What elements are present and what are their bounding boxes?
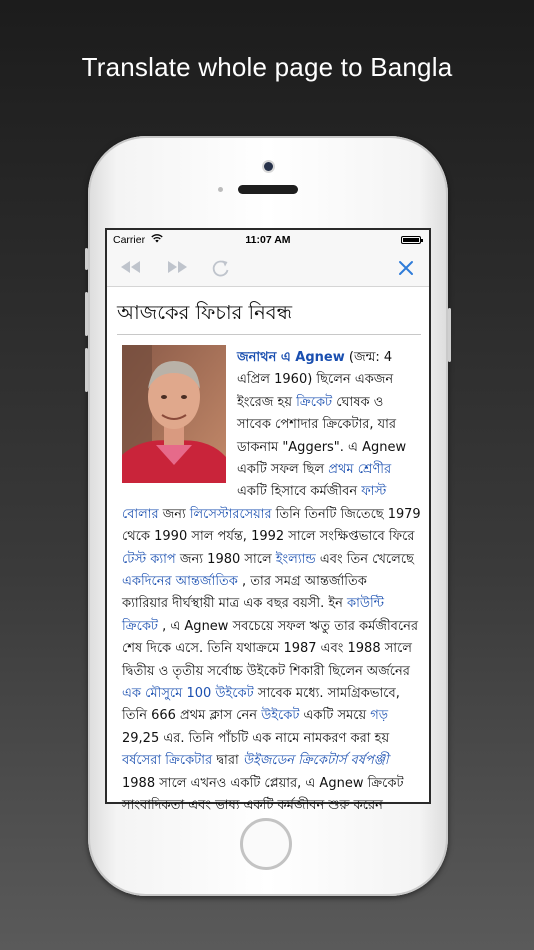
home-button[interactable] xyxy=(240,818,292,870)
article-link[interactable]: কাউন্টি xyxy=(346,596,384,612)
article-text: থেকে 1990 সাল পর্যন্ত, 1992 সালে সংক্ষিপ্তভাবে ফিরে xyxy=(122,529,415,545)
article-line xyxy=(237,437,406,459)
article-text: একটি হিসাবে কর্মজীবন xyxy=(237,484,362,500)
article-line xyxy=(122,526,414,548)
article-link[interactable]: জনাথন এ Agnew xyxy=(237,350,345,365)
article-line xyxy=(237,347,392,369)
article-text: এবং তিন খেলেছে xyxy=(315,551,414,567)
article-text: 1988 সালে এখনও একটি প্লেয়ার, এ Agnew ক্রিকেট xyxy=(122,775,404,791)
earpiece-speaker xyxy=(238,185,298,194)
rewind-icon[interactable] xyxy=(119,258,143,280)
article-text: 29,25 এর. তিনি পাঁচটি এক নামে নামকরণ করা হয় xyxy=(122,730,390,746)
article-text: একটি সফল ছিল xyxy=(237,462,329,477)
mute-switch xyxy=(85,248,88,270)
phone-frame xyxy=(88,136,448,896)
article-text: , এ Agnew সবচেয়ে সফল ঋতু তার কর্মজীবনের xyxy=(158,618,419,634)
article-text: ইংরেজ হয় xyxy=(237,394,297,410)
article-text: সাবেক মধ্যে. সামগ্রিকভাবে, xyxy=(253,686,400,701)
status-bar xyxy=(107,230,429,250)
front-camera xyxy=(264,162,273,171)
power-button xyxy=(448,308,451,362)
article-text: তিনি তিনটি জিতেছে 1979 xyxy=(271,506,421,522)
article-text: দ্বারা xyxy=(212,753,243,769)
article-line xyxy=(237,414,396,436)
article-link[interactable]: একদিনের আন্তর্জাতিক xyxy=(122,574,238,589)
article-line xyxy=(122,638,412,660)
title-divider xyxy=(117,334,421,335)
article-title: আজকের ফিচার নিবন্ধ xyxy=(117,301,293,324)
article-link[interactable]: উইজডেন ক্রিকেটার্স বর্ষপঞ্জী xyxy=(242,753,389,769)
article-line xyxy=(237,459,391,481)
article xyxy=(107,287,429,813)
article-text: এপ্রিল 1960) ছিলেন একজন xyxy=(237,372,394,388)
article-link[interactable]: বোলার xyxy=(122,506,159,522)
article-link[interactable]: উইকেট xyxy=(261,708,300,724)
article-text: জন্য xyxy=(158,506,190,522)
fast-forward-icon[interactable] xyxy=(165,258,189,280)
article-text: একটি সময়ে xyxy=(299,708,371,724)
article-link[interactable]: বর্ষসেরা ক্রিকেটার xyxy=(122,753,213,769)
article-line xyxy=(122,705,388,727)
article-line xyxy=(122,795,383,817)
article-line xyxy=(122,750,389,772)
article-link[interactable]: এক মৌসুমে 100 উইকেট xyxy=(122,686,254,701)
close-icon[interactable] xyxy=(397,259,415,281)
article-link[interactable]: ইংল্যান্ড xyxy=(275,551,316,567)
headline: Translate whole page to Bangla xyxy=(81,52,453,82)
article-link[interactable]: ক্রিকেট xyxy=(296,394,333,410)
battery-icon xyxy=(401,236,421,244)
volume-up-button xyxy=(85,292,88,336)
article-link[interactable]: ক্রিকেট xyxy=(122,618,158,634)
article-text: তিনি 666 প্রথম ক্লাস নেন xyxy=(122,708,262,724)
browser-toolbar xyxy=(107,250,429,287)
proximity-sensor xyxy=(218,187,223,192)
carrier-label: Carrier xyxy=(113,234,146,246)
article-line xyxy=(122,571,367,593)
article-text: সাবেক পেশাদার ক্রিকেটার, যার xyxy=(237,417,397,433)
article-line xyxy=(237,369,393,391)
clock: 11:07 AM xyxy=(245,234,291,246)
reload-icon[interactable] xyxy=(211,258,231,282)
article-line xyxy=(122,728,389,750)
article-text: , তার সমগ্র আন্তর্জাতিক xyxy=(237,574,367,589)
article-text: সাংবাদিকতা এবং ভাষ্য একটি কর্মজীবন শুরু করেন xyxy=(122,798,383,813)
article-text: ক্যারিয়ার দীর্ঘস্থায়ী মাত্র এক বছর বয়সী. ইন xyxy=(122,596,347,612)
article-text: ঘোষক ও xyxy=(332,394,384,410)
article-line xyxy=(122,616,418,638)
article-line xyxy=(122,593,384,615)
article-line xyxy=(237,392,383,414)
article-text: ডাকনাম "Aggers". এ Agnew xyxy=(237,439,407,455)
article-line xyxy=(122,773,404,795)
volume-down-button xyxy=(85,348,88,392)
article-line xyxy=(122,504,421,526)
article-line xyxy=(237,481,386,503)
article-link[interactable]: ফাস্ট xyxy=(361,484,387,500)
article-link[interactable]: টেস্ট ক্যাপ xyxy=(122,551,176,567)
article-text: শেষ দিকে এসে. তিনি যথাক্রমে 1987 এবং 1988 সালে xyxy=(122,641,412,657)
article-photo xyxy=(122,345,226,483)
article-text: দ্বিতীয় ও তৃতীয় সর্বোচ্চ উইকেট শিকারী ছিলেন অর্জনের xyxy=(122,663,410,679)
article-line xyxy=(122,661,410,683)
phone-screen xyxy=(105,228,431,813)
article-line xyxy=(122,549,414,571)
article-link[interactable]: গড় xyxy=(370,708,389,724)
article-text: (জন্ম: 4 xyxy=(344,350,393,365)
article-line xyxy=(122,683,400,705)
article-link[interactable]: লিসেস্টারসেয়ার xyxy=(189,506,272,522)
article-link[interactable]: প্রথম শ্রেণীর xyxy=(328,462,392,477)
article-text: জন্য 1980 সালে xyxy=(175,551,276,567)
